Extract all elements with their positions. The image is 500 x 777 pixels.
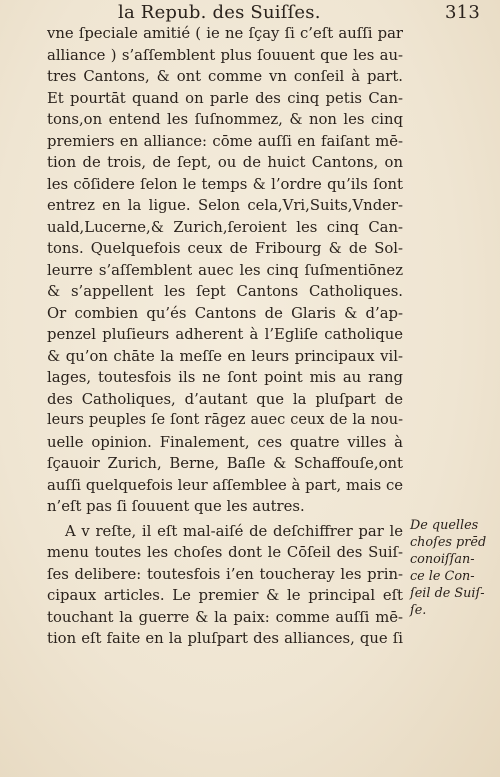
text-line: penzel pluſieurs adherent à l’Egliſe catholique bbox=[47, 326, 403, 343]
text-line: lages, toutesfois ils ne ſont point mis au rang bbox=[47, 369, 403, 386]
text-line: premiers en alliance: cōme auſſi en faiſant mē- bbox=[47, 132, 403, 150]
text-line: tons. Quelquefois ceux de Fribourg & de Sol- bbox=[47, 240, 403, 257]
page-number: 313 bbox=[445, 2, 480, 23]
running-title: la Repub. des Suiſſes. bbox=[118, 2, 321, 23]
text-line: Et pourtāt quand on parle des cinq petis Can- bbox=[47, 89, 403, 107]
text-line: menu toutes les choſes dont le Cōſeil des Suiſ- bbox=[47, 544, 403, 561]
text-line: alliance ) s’aſſemblent plus ſouuent que les au- bbox=[47, 46, 403, 64]
text-line: tion de trois, de ſept, ou de huict Cantons, on bbox=[47, 154, 403, 171]
text-line: les cōſidere ſelon le temps & l’ordre qu’ils ſont bbox=[47, 175, 403, 193]
text-line: tres Cantons, & ont comme vn conſeil à part. bbox=[47, 68, 403, 85]
margin-note-line: choſes prēd bbox=[410, 535, 487, 550]
text-line: leurs peuples ſe ſont rāgez auec ceux de la nou- bbox=[47, 412, 403, 428]
margin-note-line: ſe. bbox=[410, 603, 427, 618]
text-line: & qu’on chāte la meſſe en leurs principaux vil- bbox=[47, 347, 403, 365]
margin-note-line: ce le Con- bbox=[410, 569, 475, 584]
text-line: tion eſt faite en la pluſpart des alliances, que ſi bbox=[47, 630, 403, 647]
text-line: ſes delibere: toutesfois i’en toucheray les prin- bbox=[47, 565, 403, 583]
text-line: cipaux articles. Le premier & le principal eſt bbox=[47, 587, 403, 604]
text-line: Or combien qu’és Cantons de Glaris & d’ap- bbox=[47, 304, 403, 322]
text-line: uelle opinion. Finalement, ces quatre villes à bbox=[47, 433, 403, 451]
text-line: ſçauoir Zurich, Berne, Baſle & Schaffouſe,ont bbox=[47, 455, 403, 472]
text-line: n’eſt pas ſi ſouuent que les autres. bbox=[47, 498, 305, 515]
paragraph-1 bbox=[47, 23, 403, 518]
text-line: touchant la guerre & la paix: comme auſſi mē- bbox=[47, 608, 403, 626]
main-text bbox=[47, 23, 403, 650]
text-line: & s’appellent les ſept Cantons Catholiques. bbox=[47, 283, 403, 300]
text-line: A v reſte, il eſt mal-aiſé de deſchiffrer par le bbox=[65, 522, 403, 540]
paragraph-2 bbox=[47, 521, 403, 650]
text-line: des Catholiques, d’autant que la pluſpart de bbox=[47, 390, 403, 408]
text-line: leurre s’aſſemblent auec les cinq ſuſmentiōnez bbox=[47, 261, 403, 279]
margin-note-line: conoiſſan- bbox=[410, 552, 475, 567]
margin-note bbox=[410, 517, 488, 619]
text-line: vne ſpeciale amitié ( ie ne ſçay ſi c’eſt auſſi par bbox=[47, 25, 403, 42]
margin-note-line: De quelles bbox=[410, 518, 479, 533]
text-line: auſſi quelquefois leur aſſemblee à part, mais ce bbox=[47, 476, 403, 494]
text-line: entrez en la ligue. Selon cela,Vri,Suits,Vnder- bbox=[47, 197, 403, 214]
text-line: uald,Lucerne,& Zurich,ſeroient les cinq Can- bbox=[47, 218, 403, 236]
text-line: tons,on entend les ſuſnommez, & non les cinq bbox=[47, 111, 403, 128]
margin-note-line: ſeil de Suiſ- bbox=[410, 586, 485, 601]
